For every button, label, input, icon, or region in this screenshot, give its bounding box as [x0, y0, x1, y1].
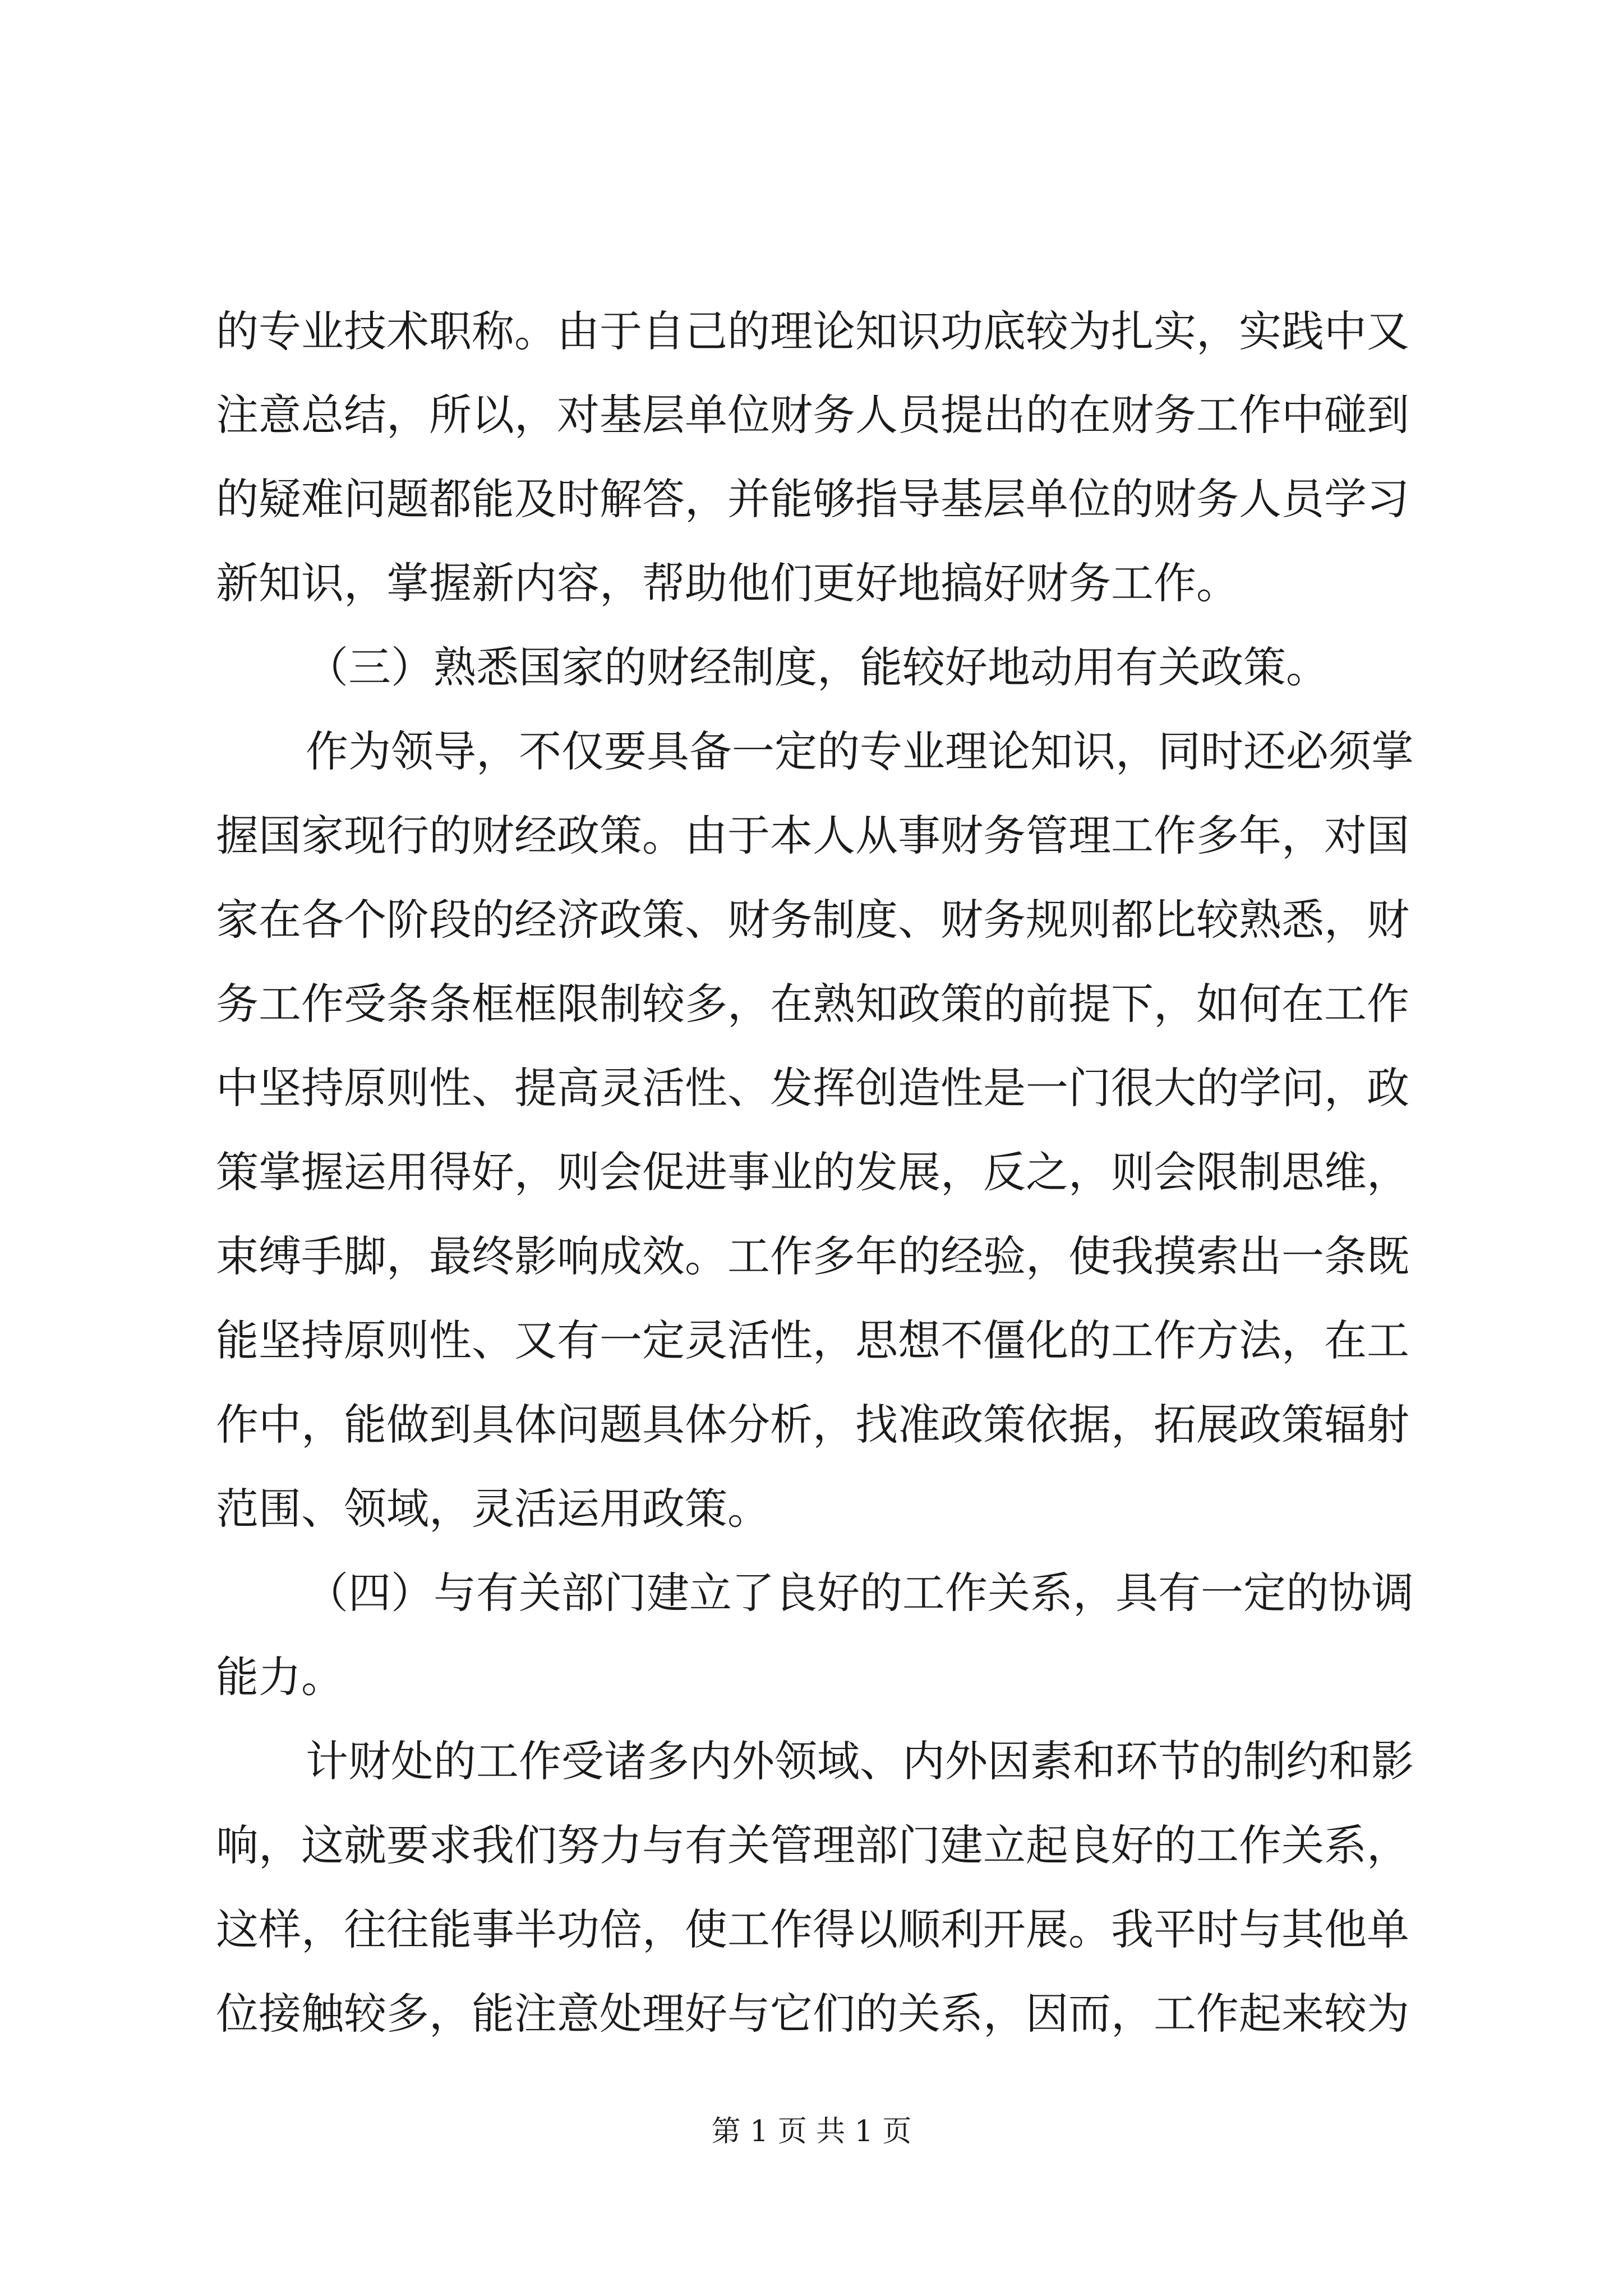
- text-line-21: 位接触较多，能注意处理好与它们的关系，因而，工作起来较为: [216, 1989, 1409, 2039]
- section-heading-4: （四）与有关部门建立了良好的工作关系，具有一定的协调: [306, 1568, 1414, 1618]
- text-line-9: 务工作受条条框框限制较多，在熟知政策的前提下，如何在工作: [216, 979, 1409, 1029]
- text-line-18: 计财处的工作受诸多内外领域、内外因素和环节的制约和影: [306, 1736, 1414, 1786]
- text-line-3: 的疑难问题都能及时解答，并能够指导基层单位的财务人员学习: [216, 474, 1409, 524]
- text-line-4: 新知识，掌握新内容，帮助他们更好地搞好财务工作。: [216, 558, 1239, 608]
- text-line-20: 这样，往往能事半功倍，使工作得以顺利开展。我平时与其他单: [216, 1904, 1409, 1954]
- text-line-19: 响，这就要求我们努力与有关管理部门建立起良好的工作关系，: [216, 1820, 1409, 1870]
- text-line-8: 家在各个阶段的经济政策、财务制度、财务规则都比较熟悉，财: [216, 895, 1409, 945]
- text-line-17: 能力。: [216, 1652, 344, 1702]
- text-line-15: 范围、领域，灵活运用政策。: [216, 1484, 770, 1534]
- page-number-footer: 第 1 页 共 1 页: [711, 2115, 912, 2148]
- text-line-2: 注意总结，所以，对基层单位财务人员提出的在财务工作中碰到: [216, 390, 1409, 440]
- text-line-7: 握国家现行的财经政策。由于本人从事财务管理工作多年，对国: [216, 811, 1409, 861]
- text-line-1: 的专业技术职称。由于自己的理论知识功底较为扎实，实践中又: [216, 306, 1409, 356]
- text-line-13: 能坚持原则性、又有一定灵活性，思想不僵化的工作方法，在工: [216, 1315, 1409, 1365]
- text-line-6: 作为领导，不仅要具备一定的专业理论知识，同时还必须掌: [306, 726, 1414, 776]
- section-heading-3: （三）熟悉国家的财经制度，能较好地动用有关政策。: [306, 642, 1329, 692]
- text-line-14: 作中，能做到具体问题具体分析，找准政策依据，拓展政策辐射: [216, 1400, 1409, 1450]
- text-line-11: 策掌握运用得好，则会促进事业的发展，反之，则会限制思维，: [216, 1147, 1409, 1197]
- text-line-12: 束缚手脚，最终影响成效。工作多年的经验，使我摸索出一条既: [216, 1231, 1409, 1281]
- text-line-10: 中坚持原则性、提高灵活性、发挥创造性是一门很大的学问，政: [216, 1063, 1409, 1113]
